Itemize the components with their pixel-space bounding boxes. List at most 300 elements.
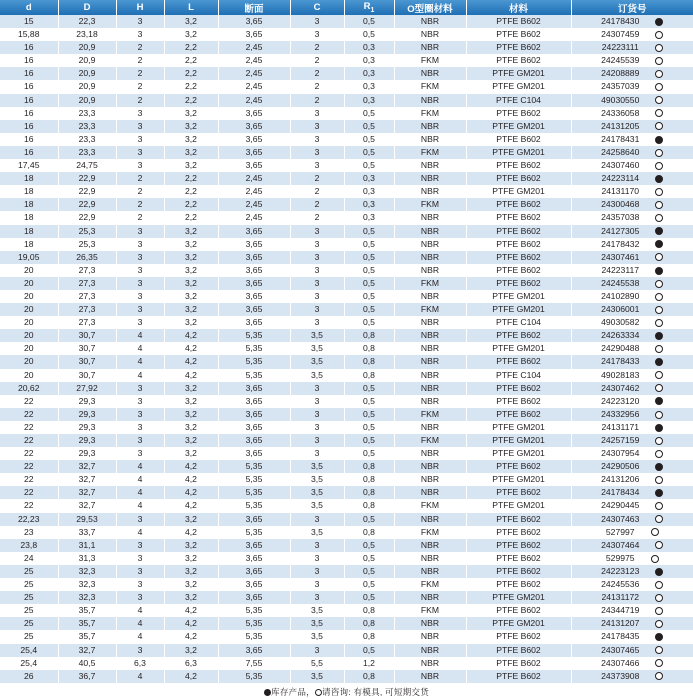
table-footnote [0,683,693,698]
inquiry-circle-icon [655,70,663,78]
cell-C: 3 [290,382,344,395]
order-number-text: 24131205 [601,120,640,131]
cell-oring-material: NBR [394,369,466,382]
cell-order-number [571,198,693,211]
cell-R1: 0,5 [344,133,394,146]
cell-C: 3 [290,565,344,578]
cell-C: 2 [290,94,344,107]
table-row [0,513,693,526]
cell-R1: 0,8 [344,526,394,539]
cell-H: 2 [116,80,164,93]
cell-material: PTFE B602 [466,486,571,499]
cell-material: PTFE B602 [466,159,571,172]
cell-R1: 0,3 [344,185,394,198]
cell-H: 4 [116,604,164,617]
table-row [0,395,693,408]
cell-material: PTFE B602 [466,644,571,657]
order-number-text: 24245538 [601,277,640,288]
cell-oring-material: FKM [394,107,466,120]
cell-C: 3,5 [290,604,344,617]
cell-L: 4,2 [164,604,218,617]
cell-d: 20 [0,329,58,342]
cell-L: 3,2 [164,591,218,604]
cell-H: 3 [116,382,164,395]
cell-material: PTFE B602 [466,225,571,238]
stock-dot-icon [655,332,663,340]
inquiry-circle-icon [655,646,663,654]
cell-H: 4 [116,670,164,683]
cell-L: 6,3 [164,657,218,670]
cell-H: 3 [116,120,164,133]
order-number-text: 24332956 [601,408,640,419]
cell-section: 3,65 [218,552,290,565]
cell-oring-material: NBR [394,657,466,670]
order-number-text: 24131207 [601,618,640,629]
cell-C: 2 [290,198,344,211]
cell-oring-material: NBR [394,460,466,473]
cell-order-number [571,41,693,54]
cell-material: PTFE B602 [466,329,571,342]
cell-L: 4,2 [164,499,218,512]
cell-order-number [571,473,693,486]
cell-oring-material: NBR [394,290,466,303]
cell-L: 3,2 [164,146,218,159]
cell-section: 3,65 [218,395,290,408]
cell-d: 19,05 [0,251,58,264]
cell-C: 2 [290,185,344,198]
cell-H: 4 [116,329,164,342]
order-number-text: 24178431 [601,133,640,144]
order-number-text: 24245536 [601,579,640,590]
table-row [0,447,693,460]
cell-order-number [571,67,693,80]
cell-H: 3 [116,303,164,316]
inquiry-circle-icon [655,31,663,39]
table-row [0,277,693,290]
order-number-text: 527997 [605,526,635,537]
cell-H: 2 [116,172,164,185]
cell-H: 4 [116,630,164,643]
cell-order-number [571,513,693,526]
cell-d: 15 [0,15,58,28]
cell-H: 2 [116,198,164,211]
inquiry-circle-icon [655,214,663,222]
cell-d: 22 [0,473,58,486]
order-number-text: 24178434 [601,487,640,498]
cell-material: PTFE GM201 [466,421,571,434]
cell-material: PTFE GM201 [466,434,571,447]
order-number-text: 24223114 [601,173,640,184]
cell-material: PTFE B602 [466,382,571,395]
cell-order-number [571,264,693,277]
cell-L: 3,2 [164,159,218,172]
cell-material: PTFE B602 [466,238,571,251]
cell-section: 3,65 [218,107,290,120]
cell-material: PTFE B602 [466,54,571,67]
stock-dot-icon [655,175,663,183]
cell-R1: 0,5 [344,382,394,395]
cell-D: 23,18 [58,28,116,41]
cell-C: 3 [290,277,344,290]
cell-C: 3 [290,644,344,657]
cell-C: 3 [290,408,344,421]
cell-order-number [571,499,693,512]
cell-d: 25 [0,617,58,630]
cell-H: 3 [116,264,164,277]
inquiry-circle-icon [655,620,663,628]
cell-C: 3 [290,107,344,120]
table-row [0,80,693,93]
cell-material: PTFE GM201 [466,499,571,512]
cell-order-number [571,211,693,224]
cell-H: 4 [116,499,164,512]
order-number-text: 24307464 [601,539,640,550]
cell-order-number [571,421,693,434]
footnote-inquiry-text: 请咨询: 有模具, 可短期交货 [321,686,430,697]
cell-L: 4,2 [164,342,218,355]
cell-material: PTFE GM201 [466,185,571,198]
cell-order-number [571,670,693,683]
cell-L: 3,2 [164,644,218,657]
cell-D: 22,9 [58,198,116,211]
cell-section: 3,65 [218,447,290,460]
cell-D: 22,9 [58,211,116,224]
cell-section: 3,65 [218,290,290,303]
cell-d: 25,4 [0,644,58,657]
cell-H: 2 [116,41,164,54]
cell-L: 3,2 [164,552,218,565]
inquiry-circle-icon [655,44,663,52]
cell-R1: 0,3 [344,67,394,80]
table-row [0,238,693,251]
cell-R1: 0,5 [344,28,394,41]
cell-oring-material: NBR [394,238,466,251]
cell-order-number [571,355,693,368]
cell-L: 3,2 [164,290,218,303]
cell-L: 3,2 [164,395,218,408]
table-row [0,617,693,630]
cell-L: 2,2 [164,185,218,198]
cell-R1: 0,5 [344,591,394,604]
order-number-text: 24290488 [601,343,640,354]
table-row [0,342,693,355]
cell-section: 5,35 [218,617,290,630]
cell-R1: 0,5 [344,120,394,133]
cell-oring-material: FKM [394,604,466,617]
table-row [0,316,693,329]
cell-section: 3,65 [218,434,290,447]
cell-material: PTFE B602 [466,355,571,368]
cell-L: 4,2 [164,617,218,630]
cell-C: 3,5 [290,473,344,486]
cell-oring-material: NBR [394,329,466,342]
cell-D: 31,3 [58,552,116,565]
cell-H: 3 [116,513,164,526]
inquiry-circle-icon [655,188,663,196]
table-row [0,565,693,578]
cell-oring-material: NBR [394,382,466,395]
inquiry-circle-icon [655,384,663,392]
cell-R1: 0,5 [344,251,394,264]
inquiry-circle-icon [655,411,663,419]
cell-section: 3,65 [218,644,290,657]
cell-material: PTFE B602 [466,264,571,277]
cell-order-number [571,552,693,565]
cell-oring-material: NBR [394,15,466,28]
cell-oring-material: FKM [394,499,466,512]
cell-L: 2,2 [164,41,218,54]
table-row [0,251,693,264]
cell-D: 32,7 [58,644,116,657]
order-number-text: 24307460 [601,160,640,171]
cell-H: 3 [116,251,164,264]
table-row [0,146,693,159]
cell-order-number [571,369,693,382]
cell-D: 32,7 [58,460,116,473]
cell-oring-material: NBR [394,41,466,54]
cell-d: 20 [0,264,58,277]
order-number-text: 24307954 [601,448,640,459]
cell-R1: 0,5 [344,644,394,657]
cell-section: 5,35 [218,473,290,486]
cell-C: 2 [290,211,344,224]
cell-material: PTFE B602 [466,133,571,146]
order-number-text: 24336058 [601,107,640,118]
table-row [0,290,693,303]
order-number-text: 24102890 [601,290,640,301]
cell-oring-material: NBR [394,67,466,80]
cell-section: 2,45 [218,211,290,224]
cell-H: 4 [116,355,164,368]
cell-d: 16 [0,67,58,80]
cell-oring-material: FKM [394,80,466,93]
cell-section: 2,45 [218,198,290,211]
cell-section: 3,65 [218,251,290,264]
cell-D: 25,3 [58,238,116,251]
cell-section: 3,65 [218,146,290,159]
cell-C: 3 [290,28,344,41]
inquiry-circle-icon [655,594,663,602]
inquiry-circle-icon [655,83,663,91]
cell-order-number [571,303,693,316]
cell-H: 4 [116,486,164,499]
cell-D: 30,7 [58,342,116,355]
table-row [0,408,693,421]
cell-section: 3,65 [218,303,290,316]
cell-order-number [571,644,693,657]
cell-D: 20,9 [58,80,116,93]
cell-d: 17,45 [0,159,58,172]
table-row [0,499,693,512]
order-number-text: 24257159 [601,435,640,445]
order-number-text: 24373908 [601,670,640,681]
cell-material: PTFE GM201 [466,80,571,93]
cell-L: 3,2 [164,303,218,316]
table-row [0,473,693,486]
cell-C: 3,5 [290,486,344,499]
cell-order-number [571,225,693,238]
cell-material: PTFE GM201 [466,591,571,604]
inquiry-circle-icon [651,528,659,536]
cell-section: 2,45 [218,67,290,80]
stock-dot-icon [655,358,663,366]
cell-C: 3 [290,225,344,238]
cell-material: PTFE GM201 [466,342,571,355]
cell-d: 16 [0,120,58,133]
cell-order-number [571,238,693,251]
cell-material: PTFE B602 [466,172,571,185]
order-number-text: 24307465 [601,644,640,655]
cell-R1: 0,5 [344,539,394,552]
order-number-text: 529975 [605,552,635,563]
cell-R1: 0,5 [344,316,394,329]
cell-H: 3 [116,408,164,421]
table-row [0,421,693,434]
stock-dot-icon [655,568,663,576]
table-row [0,133,693,146]
cell-d: 22 [0,408,58,421]
cell-section: 5,35 [218,526,290,539]
cell-D: 20,9 [58,54,116,67]
table-row [0,225,693,238]
column-header-section: 断面 [218,0,290,15]
cell-L: 3,2 [164,28,218,41]
column-header-D: D [58,0,116,15]
cell-oring-material: NBR [394,342,466,355]
inquiry-circle-icon [655,672,663,680]
cell-C: 3,5 [290,342,344,355]
table-row [0,552,693,565]
cell-oring-material: NBR [394,251,466,264]
cell-d: 18 [0,172,58,185]
cell-C: 3,5 [290,630,344,643]
table-row [0,264,693,277]
cell-D: 27,3 [58,290,116,303]
cell-L: 3,2 [164,447,218,460]
cell-d: 25 [0,604,58,617]
cell-order-number [571,565,693,578]
order-number-text: 24307459 [601,29,640,40]
cell-R1: 0,5 [344,513,394,526]
cell-L: 3,2 [164,277,218,290]
table-row [0,539,693,552]
cell-material: PTFE GM201 [466,290,571,303]
cell-C: 3,5 [290,499,344,512]
cell-order-number [571,120,693,133]
cell-d: 23 [0,526,58,539]
cell-section: 5,35 [218,355,290,368]
cell-material: PTFE GM201 [466,146,571,159]
cell-H: 3 [116,316,164,329]
cell-D: 29,3 [58,421,116,434]
cell-H: 4 [116,617,164,630]
stock-dot-icon [655,397,663,405]
cell-D: 26,35 [58,251,116,264]
cell-section: 5,35 [218,329,290,342]
cell-D: 23,3 [58,107,116,120]
table-row [0,211,693,224]
inquiry-circle-icon [655,581,663,589]
table-row [0,578,693,591]
table-row [0,526,693,539]
cell-section: 3,65 [218,159,290,172]
cell-R1: 0,5 [344,303,394,316]
cell-order-number [571,185,693,198]
cell-L: 2,2 [164,211,218,224]
cell-order-number [571,28,693,41]
order-number-text: 24306001 [601,304,640,315]
cell-R1: 0,8 [344,473,394,486]
cell-section: 3,65 [218,133,290,146]
cell-H: 6,3 [116,657,164,670]
cell-L: 4,2 [164,460,218,473]
cell-d: 16 [0,80,58,93]
cell-L: 4,2 [164,670,218,683]
cell-L: 4,2 [164,369,218,382]
cell-R1: 0,8 [344,486,394,499]
column-header-L: L [164,0,218,15]
cell-material: PTFE GM201 [466,447,571,460]
cell-H: 2 [116,185,164,198]
cell-H: 2 [116,67,164,80]
cell-R1: 0,8 [344,369,394,382]
inquiry-circle-icon [655,476,663,484]
cell-R1: 0,8 [344,460,394,473]
cell-d: 22 [0,447,58,460]
cell-section: 5,35 [218,486,290,499]
cell-order-number [571,251,693,264]
column-header-C: C [290,0,344,15]
cell-D: 32,3 [58,591,116,604]
cell-order-number [571,591,693,604]
cell-oring-material: NBR [394,644,466,657]
cell-L: 3,2 [164,565,218,578]
order-number-text: 24258640 [601,146,640,157]
cell-L: 3,2 [164,264,218,277]
cell-order-number [571,617,693,630]
table-row [0,28,693,41]
cell-d: 22 [0,499,58,512]
cell-section: 2,45 [218,54,290,67]
cell-R1: 0,5 [344,447,394,460]
cell-oring-material: NBR [394,473,466,486]
cell-order-number [571,460,693,473]
order-number-text: 24223120 [601,395,640,406]
table-row [0,198,693,211]
cell-C: 3 [290,552,344,565]
cell-D: 20,9 [58,94,116,107]
inquiry-circle-icon [655,371,663,379]
cell-D: 29,3 [58,395,116,408]
cell-d: 25,4 [0,657,58,670]
cell-material: PTFE B602 [466,552,571,565]
order-number-text: 24357039 [601,81,640,92]
cell-L: 3,2 [164,539,218,552]
cell-material: PTFE C104 [466,94,571,107]
cell-order-number [571,447,693,460]
cell-L: 2,2 [164,80,218,93]
cell-R1: 0,3 [344,41,394,54]
cell-D: 23,3 [58,146,116,159]
cell-material: PTFE B602 [466,28,571,41]
table-row [0,604,693,617]
cell-material: PTFE GM201 [466,67,571,80]
cell-order-number [571,94,693,107]
cell-order-number [571,80,693,93]
cell-section: 5,35 [218,369,290,382]
table-row [0,185,693,198]
cell-D: 35,7 [58,617,116,630]
